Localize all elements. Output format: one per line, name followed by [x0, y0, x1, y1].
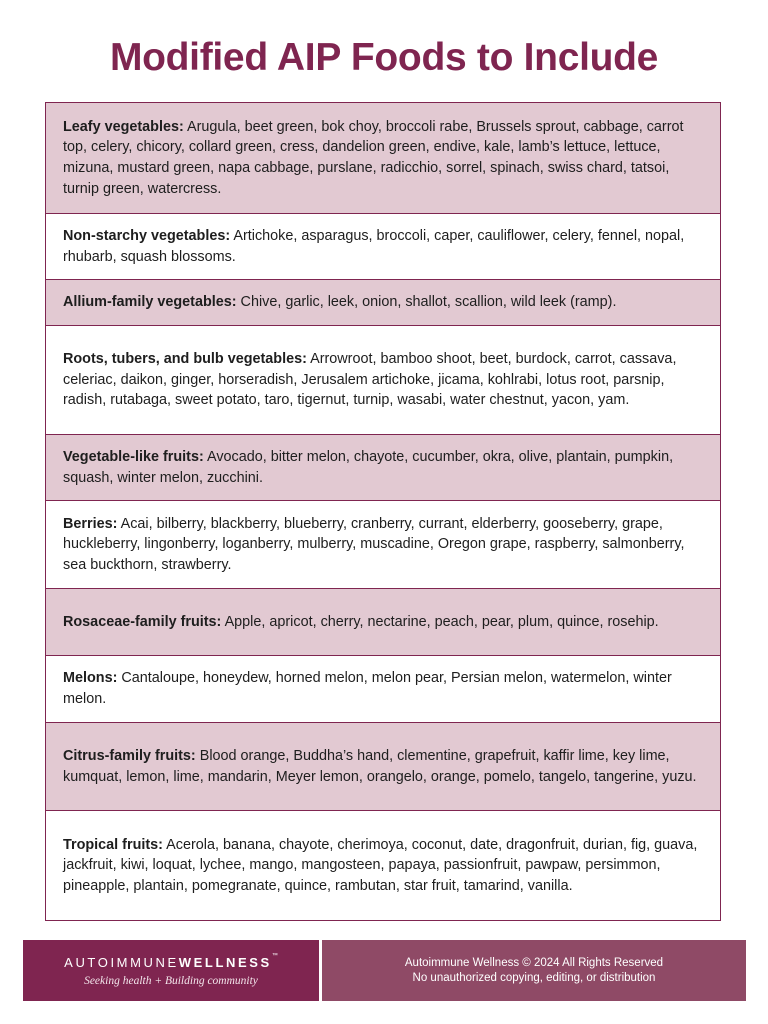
category-row-non-starchy-vegetables [46, 214, 720, 280]
category-row-vegetable-like-fruits [46, 435, 720, 501]
brand-tagline: Seeking health + Building community [84, 974, 258, 987]
category-label: Roots, tubers, and bulb vegetables: [63, 351, 307, 368]
category-row-allium-family-vegetables [46, 280, 720, 326]
category-row-rosaceae-family-fruits [46, 589, 720, 656]
foods-table [45, 102, 721, 921]
category-label: Non-starchy vegetables: [63, 227, 231, 244]
distribution-notice: No unauthorized copying, editing, or distribution [412, 971, 656, 984]
category-label: Melons: [63, 670, 118, 687]
category-items: Chive, garlic, leek, onion, shallot, scallion, wild leek (ramp). [240, 294, 617, 311]
category-items: Acai, bilberry, blackberry, blueberry, cranberry, currant, elderberry, gooseberry, grape, huckleberry, lingonberry, loganberry, mulberry, muscadine, Oregon grape, raspberry, salmonberry, sea buckthorn, strawberry. [63, 515, 685, 573]
brand-name-regular: AUTOIMMUNE [64, 954, 179, 970]
category-label: Vegetable-like fruits: [63, 448, 204, 465]
brand-name-bold: WELLNESS [178, 954, 272, 970]
category-label: Tropical fruits: [63, 836, 163, 853]
category-items: Arrowroot, bamboo shoot, beet, burdock, carrot, cassava, celeriac, daikon, ginger, horseradish, Jerusalem artichoke, jicama, kohlrabi, lotus root, parsnip, radish, rutabaga, sweet potato, taro, tigernut, turnip, wasabi, water chestnut, yacon, yam. [63, 351, 677, 409]
copyright-text: Autoimmune Wellness © 2024 All Rights Reserved [404, 956, 664, 969]
category-label: Leafy vegetables: [63, 118, 184, 135]
category-items: Arugula, beet green, bok choy, broccoli rabe, Brussels sprout, cabbage, carrot top, celery, chicory, collard green, cress, dandelion green, endive, kale, lamb’s lettuce, lettuce, mizuna, mustard green, napa cabbage, purslane, radicchio, sorrel, spinach, swiss chard, tatsoi, turnip green, watercress. [63, 118, 684, 197]
category-items: Apple, apricot, cherry, nectarine, peach, pear, plum, quince, rosehip. [224, 613, 659, 630]
footer [23, 940, 746, 1001]
category-row-leafy-vegetables [46, 103, 720, 214]
category-label: Citrus-family fruits: [63, 747, 196, 764]
category-items: Blood orange, Buddha’s hand, clementine, grapefruit, kaffir lime, key lime, kumquat, lemon, lime, mandarin, Meyer lemon, orangelo, orange, pomelo, tangelo, tangerine, yuzu. [63, 747, 697, 785]
category-row-berries [46, 501, 720, 589]
brand-logo [64, 952, 278, 970]
page-title: Modified AIP Foods to Include [109, 36, 659, 79]
footer-copyright-panel [322, 940, 746, 1001]
trademark-symbol: ™ [271, 952, 278, 959]
category-row-melons [46, 656, 720, 723]
footer-brand-panel [23, 940, 319, 1001]
category-items: Artichoke, asparagus, broccoli, caper, cauliflower, celery, fennel, nopal, rhubarb, squash blossoms. [63, 227, 685, 265]
category-label: Berries: [63, 515, 118, 532]
category-row-citrus-family-fruits [46, 723, 720, 811]
category-items: Cantaloupe, honeydew, horned melon, melon pear, Persian melon, watermelon, winter melon. [63, 670, 672, 707]
category-row-tropical-fruits [46, 811, 720, 920]
category-row-roots-tubers-bulbs [46, 326, 720, 435]
category-label: Allium-family vegetables: [63, 294, 237, 311]
category-label: Rosaceae-family fruits: [63, 613, 222, 630]
category-items: Avocado, bitter melon, chayote, cucumber, okra, olive, plantain, pumpkin, squash, winter melon, zucchini. [63, 448, 674, 486]
category-items: Acerola, banana, chayote, cherimoya, coconut, date, dragonfruit, durian, fig, guava, jackfruit, kiwi, loquat, lychee, mango, mangosteen, papaya, passionfruit, pawpaw, persimmon, pineapple, plantain, pomegranate, quince, rambutan, star fruit, tamarind, vanilla. [63, 836, 698, 894]
